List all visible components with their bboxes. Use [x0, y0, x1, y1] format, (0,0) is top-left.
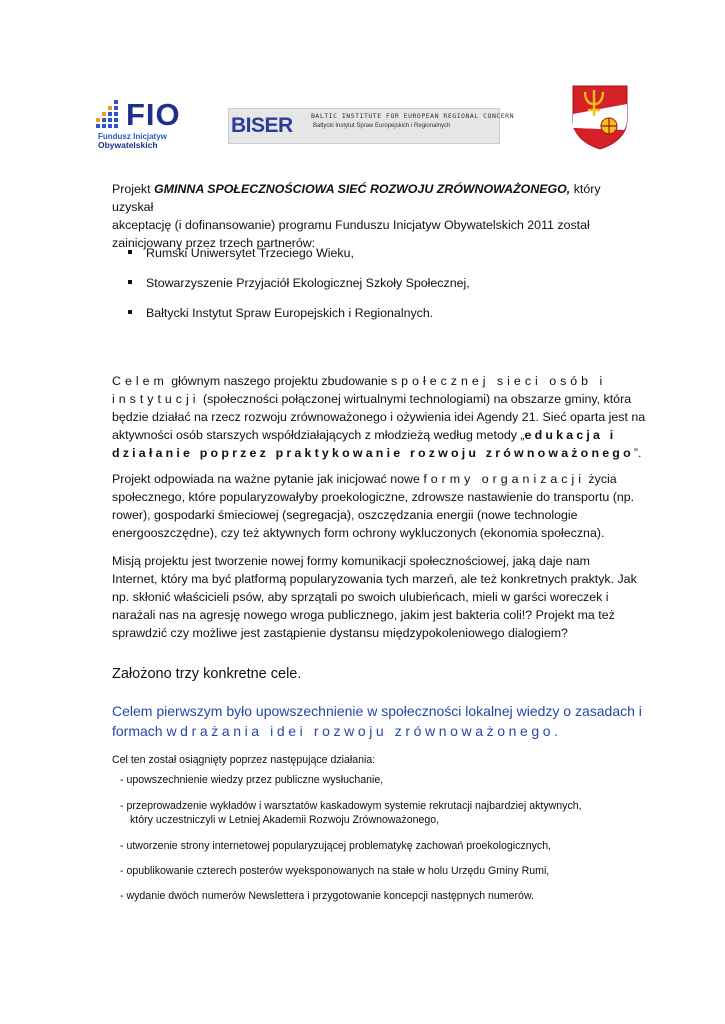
intro-prefix: Projekt — [112, 182, 155, 196]
goal-text: (społeczności połączonej wirtualnymi technologiami) na obszarze gminy, która — [199, 392, 632, 406]
goal-term: społecznej sieci osób i — [390, 374, 607, 388]
municipal-crest-icon — [571, 84, 629, 150]
action-text: - upowszechnienie wiedzy przez publiczne wysłuchanie, — [120, 774, 384, 786]
goal-line-2 — [112, 390, 632, 408]
list-item — [128, 306, 433, 320]
action-text: - przeprowadzenie wykładów i warsztatów kaskadowym systemie rekrutacji najbardziej aktywnych, — [120, 800, 582, 812]
list-item — [120, 799, 582, 827]
first-goal-term: wdrażania idei rozwoju zrównoważonego. — [166, 723, 562, 739]
method-name: działanie poprzez praktykowanie rozwoju zrównoważonego — [112, 446, 634, 460]
first-goal-text: formach — [112, 723, 167, 739]
bullet-icon — [128, 310, 132, 314]
action-text: - wydanie dwóch numerów Newslettera i przygotowanie koncepcji następnych numerów. — [120, 890, 534, 902]
first-goal-line-2 — [112, 721, 632, 741]
biser-english-name: BALTIC INSTITUTE FOR EUROPEAN REGIONAL CONCERN — [311, 112, 515, 120]
partner-name: Bałtycki Instytut Spraw Europejskich i Regionalnych. — [146, 306, 434, 320]
answer-line-4: energooszczędne), czy też aktywnych form ochrony wykluczonych (ekonomia społeczna). — [112, 526, 605, 540]
actions-intro: Cel ten został osiągnięty poprzez następujące działania: — [112, 754, 376, 766]
biser-logo — [228, 108, 515, 144]
goals-heading: Założono trzy konkretne cele. — [112, 666, 302, 682]
method-name: edukacja i — [524, 428, 617, 442]
goal-line-4 — [112, 426, 626, 444]
mission-paragraph — [112, 552, 637, 642]
mission-line-1: Misją projektu jest tworzenie nowej formy komunikacji społecznościowej, jaką daje nam — [112, 554, 590, 568]
fio-bars-icon — [96, 98, 120, 132]
goal-term: Celem — [112, 374, 168, 388]
mission-line-3: np. skłonić właścicieli psów, aby sprzątali po swoich ulubieńcach, mieli w garści woreczek i — [112, 590, 609, 604]
intro-paragraph — [112, 180, 626, 252]
mission-line-4: narażali nas na agresję nowego wroga publicznego, jakim jest bakteria coli!? Projekt ma też — [112, 608, 615, 622]
project-name: GMINNA SPOŁECZNOŚCIOWA SIEĆ ROZWOJU ZRÓWNOWAŻONEGO, — [154, 182, 571, 196]
goal-term: instytucji — [112, 392, 200, 406]
action-text: - utworzenie strony internetowej popularyzującej problematykę zachowań proekologicznych, — [120, 840, 552, 852]
answer-line-2: społecznego, które popularyzowałyby proekologiczne, zdrowsze nastawienie do transportu (np. — [112, 490, 635, 504]
intro-line-1-rest: który uzyskał — [112, 182, 601, 214]
fio-subtitle-1: Fundusz Inicjatyw — [98, 132, 167, 141]
mission-line-2: Internet, który ma być platformą popularyzowania tych marzeń, ale też konkretnych praktyk. Jak — [112, 572, 637, 586]
list-item — [128, 276, 470, 290]
first-goal-line-1: Celem pierwszym było upowszechnienie w społeczności lokalnej wiedzy o zasadach i — [112, 703, 642, 719]
list-item — [120, 773, 383, 787]
goal-text: aktywności osób starszych współdziałających z młodzieżą według metody „ — [112, 428, 525, 442]
intro-line-2: akceptację (i dofinansowanie) programu Funduszu Inicjatyw Obywatelskich 2011 został — [112, 218, 590, 232]
mission-line-5: sprawdzić czy możliwe jest zastąpienie dystansu międzypokoleniowego dialogiem? — [112, 626, 568, 640]
action-continuation: który uczestniczyli w Letniej Akademii Rozwoju Zrównoważonego, — [130, 814, 440, 826]
bullet-icon — [128, 250, 132, 254]
intro-line-3: zainicjowany przez trzech partnerów: — [112, 236, 316, 250]
answer-paragraph — [112, 470, 635, 542]
logo-header — [88, 88, 637, 158]
goal-line-1 — [112, 372, 626, 390]
biser-title: BISER — [231, 114, 293, 137]
list-item — [120, 839, 551, 853]
goal-text: głównym naszego projektu zbudowanie — [167, 374, 391, 388]
answer-text: życia — [584, 472, 617, 486]
fio-subtitle-2: Obywatelskich — [98, 140, 158, 150]
answer-line-1 — [112, 470, 626, 488]
bullet-icon — [128, 280, 132, 284]
action-text: - opublikowanie czterech posterów wyeksponowanych na stałe w holu Urzędu Gminy Rumi, — [120, 865, 550, 877]
goal-paragraph — [112, 372, 646, 462]
list-item — [120, 889, 534, 903]
answer-text: Projekt odpowiada na ważne pytanie jak inicjować nowe — [112, 472, 424, 486]
partner-name: Rumski Uniwersytet Trzeciego Wieku, — [146, 246, 354, 260]
partner-name: Stowarzyszenie Przyjaciół Ekologicznej Szkoły Społecznej, — [146, 276, 470, 290]
answer-term: formy organizacji — [423, 472, 585, 486]
fio-title: FIO — [126, 97, 181, 132]
fio-logo — [96, 98, 206, 150]
list-item — [120, 864, 549, 878]
goal-text: ”. — [633, 446, 642, 460]
biser-polish-name: Bałtycki Instytut Spraw Europejskich i Regionalnych — [313, 123, 451, 129]
first-goal — [112, 701, 642, 741]
list-item — [128, 246, 354, 260]
goal-line-5 — [112, 444, 642, 462]
answer-line-3: rower), gospodarki śmieciowej (segregacja), oszczędzania energii (nowe technologie — [112, 508, 578, 522]
intro-line-1 — [112, 180, 626, 216]
goal-line-3: będzie działać na rzecz rozwoju zrównoważonego i ożywienia idei Agendy 21. Sieć oparta jest na — [112, 410, 646, 424]
